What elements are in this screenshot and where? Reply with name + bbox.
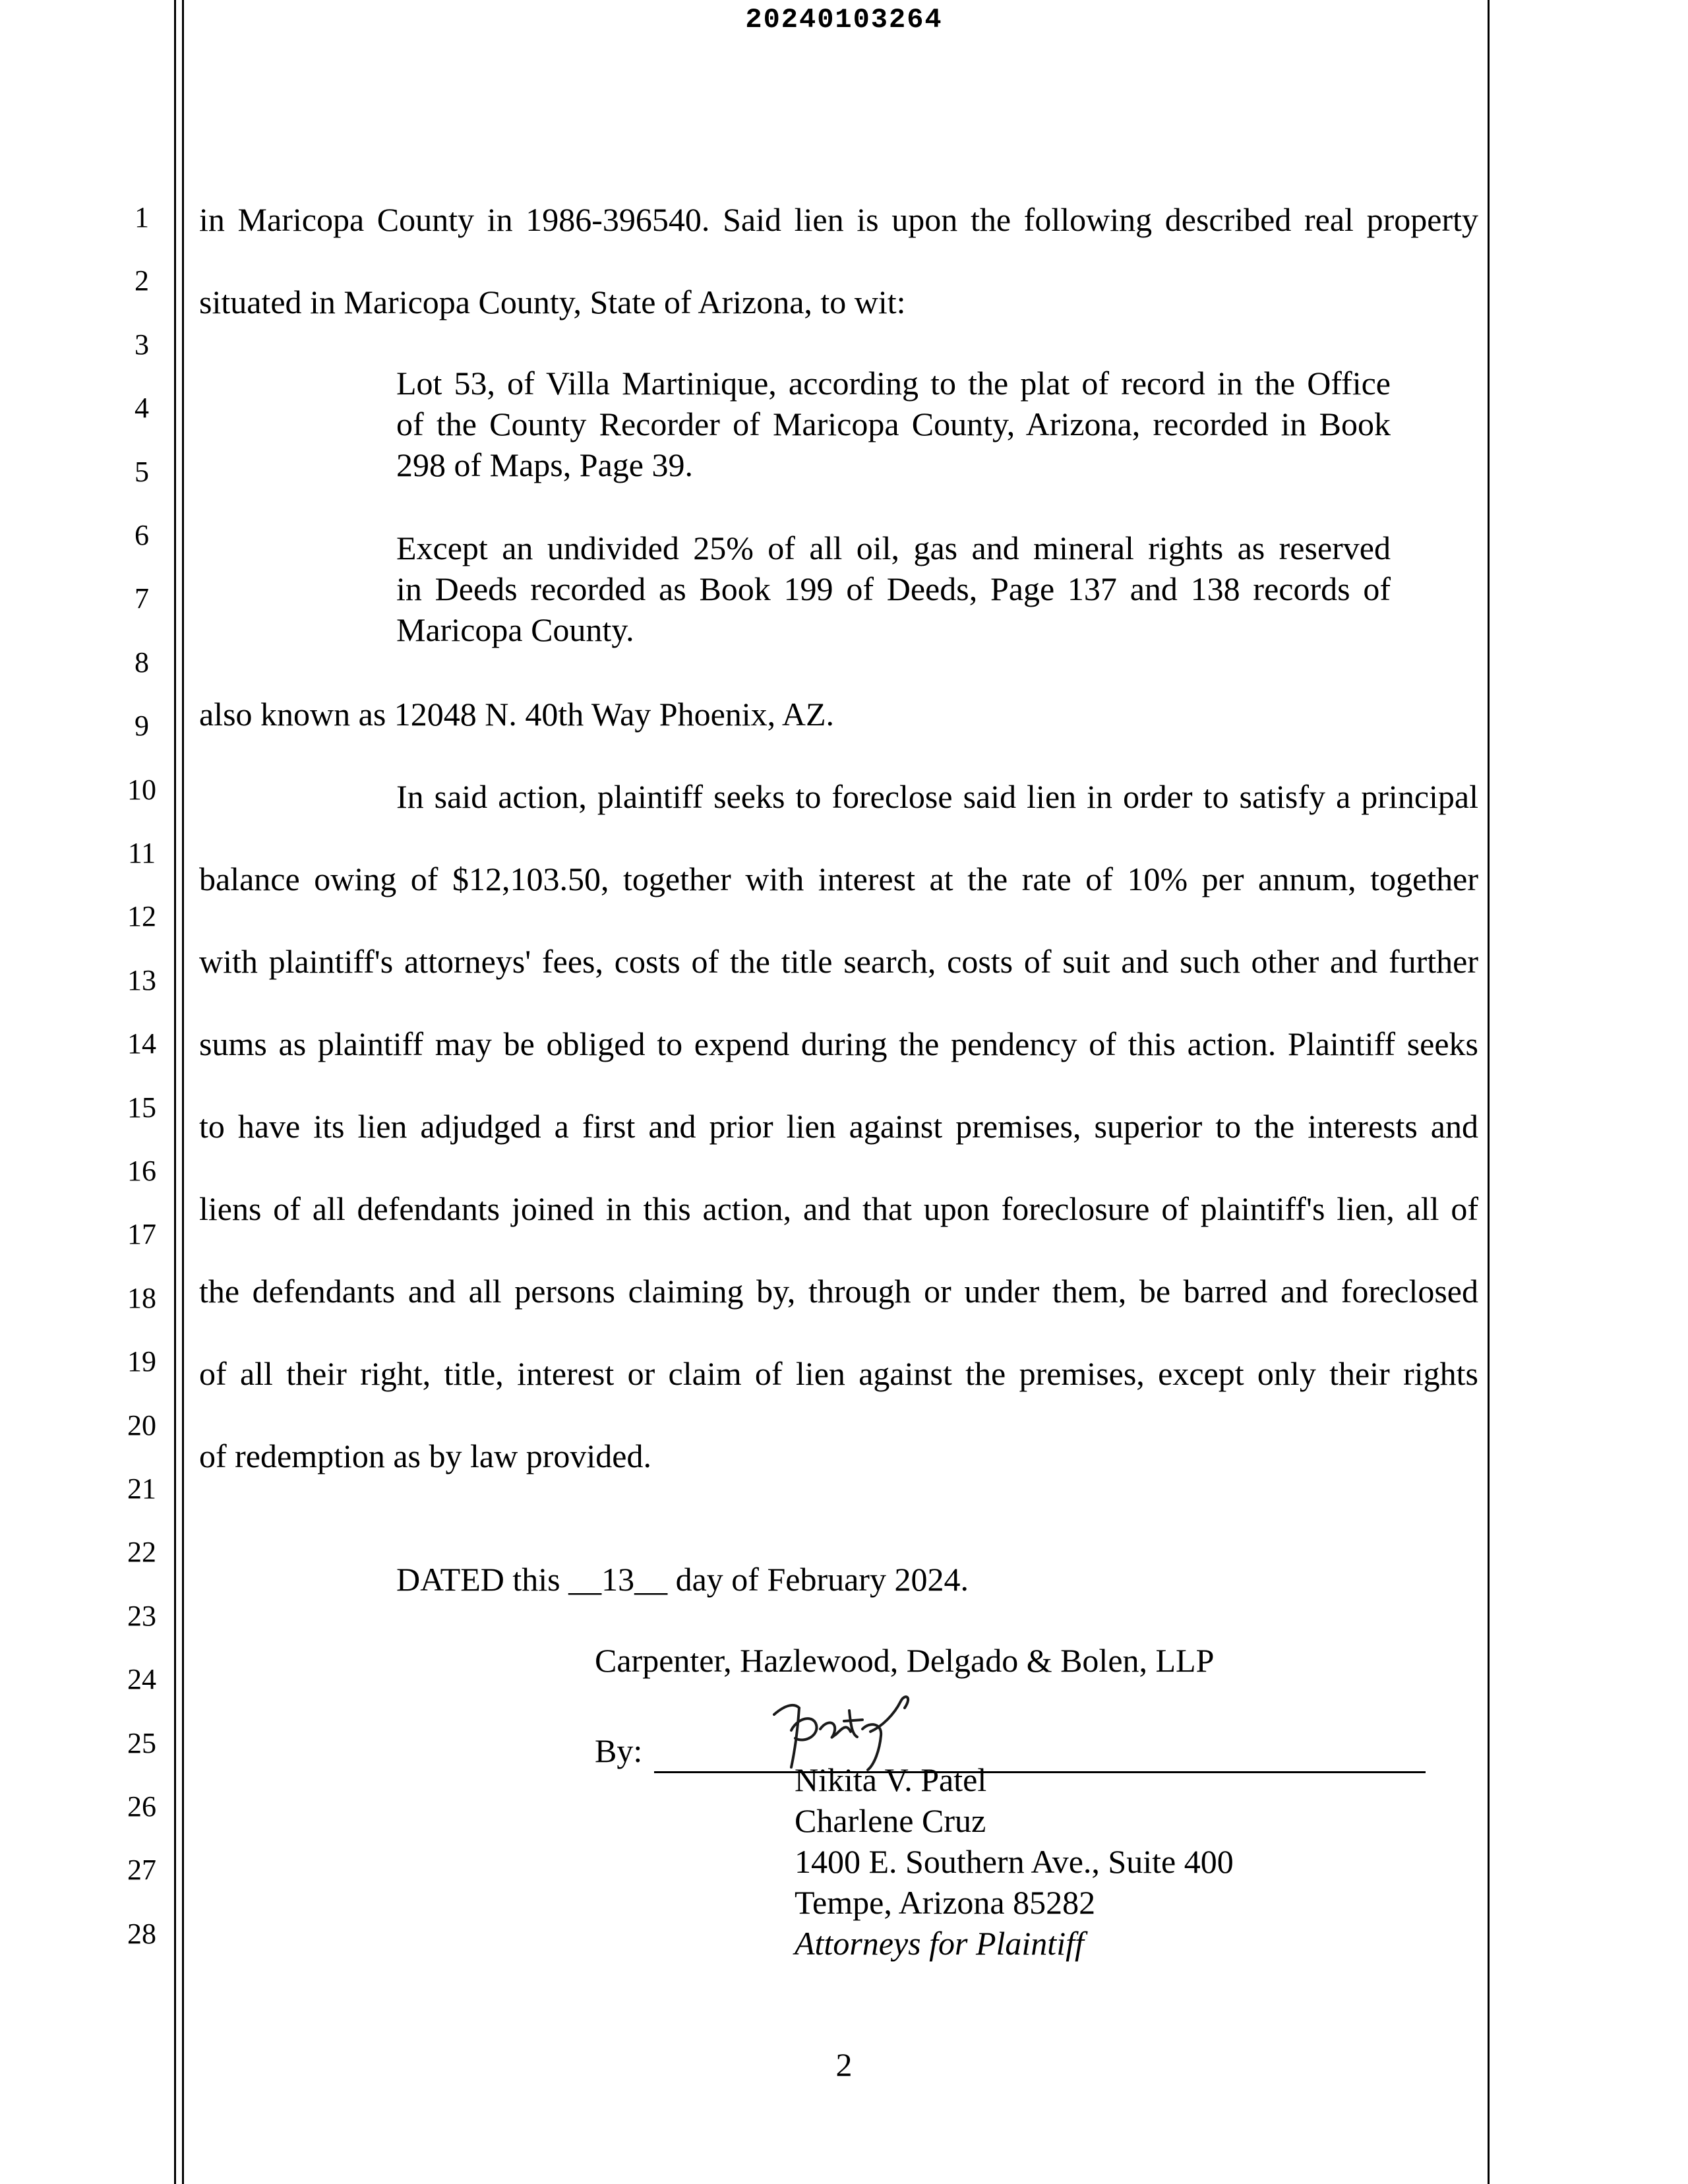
- by-label: By:: [595, 1732, 643, 1769]
- line-number: 26: [127, 1790, 156, 1823]
- line-number: 16: [127, 1155, 156, 1187]
- line-number: 27: [127, 1854, 156, 1887]
- legal-description: [396, 363, 1391, 485]
- line-number: 9: [135, 710, 149, 743]
- body-line: situated in Maricopa County, State of Arizona, to wit:: [199, 284, 906, 320]
- legal-line: in Deeds recorded as Book 199 of Deeds, Page 137 and 138 records of: [396, 570, 1391, 607]
- body-line: of redemption as by law provided.: [199, 1438, 651, 1474]
- line-number: 28: [127, 1917, 156, 1950]
- line-number: 23: [127, 1599, 156, 1632]
- address-line: Tempe, Arizona 85282: [795, 1884, 1096, 1921]
- legal-line: Lot 53, of Villa Martinique, according to the plat of record in the Office: [396, 365, 1391, 402]
- legal-line: 298 of Maps, Page 39.: [396, 446, 693, 483]
- line-number: 12: [127, 900, 156, 933]
- line-number: 6: [135, 519, 149, 551]
- line-number: 17: [127, 1218, 156, 1251]
- body-line: of all their right, title, interest or claim of lien against the premises, except only their rights: [199, 1355, 1478, 1392]
- line-number: 19: [127, 1345, 156, 1378]
- line-number: 14: [127, 1027, 156, 1060]
- body-line: In said action, plaintiff seeks to foreclose said lien in order to satisfy a principal: [396, 778, 1478, 815]
- attorney-name: Charlene Cruz: [795, 1802, 986, 1839]
- property-address: also known as 12048 N. 40th Way Phoenix, AZ.: [199, 696, 835, 733]
- right-margin-rule: [1488, 0, 1490, 2184]
- law-firm-name: Carpenter, Hazlewood, Delgado & Bolen, LLP: [595, 1642, 1215, 1679]
- legal-line: Maricopa County.: [396, 611, 634, 648]
- dated-day: __13__: [568, 1561, 668, 1598]
- body-line: with plaintiff's attorneys' fees, costs of the title search, costs of suit and such other and further: [199, 943, 1478, 980]
- dated-line: [396, 1563, 969, 1596]
- line-number: 21: [127, 1472, 156, 1505]
- line-number: 20: [127, 1409, 156, 1441]
- line-number: 18: [127, 1281, 156, 1314]
- line-number: 2: [135, 264, 149, 297]
- mineral-rights-exception: [396, 528, 1391, 650]
- body-line: in Maricopa County in 1986-396540. Said lien is upon the following described real property: [199, 201, 1478, 238]
- body-line: liens of all defendants joined in this action, and that upon foreclosure of plaintiff's lien, all of: [199, 1190, 1478, 1227]
- dated-prefix: DATED this: [396, 1561, 569, 1598]
- line-number: 5: [135, 455, 149, 488]
- legal-line: of the County Recorder of Maricopa County, Arizona, recorded in Book: [396, 406, 1391, 442]
- body-line: sums as plaintiff may be obliged to expend during the pendency of this action. Plaintiff seeks: [199, 1025, 1478, 1062]
- page-number: 2: [835, 2046, 853, 2083]
- line-number: 4: [135, 392, 149, 425]
- line-number: 15: [127, 1091, 156, 1124]
- body-line: balance owing of $12,103.50, together with interest at the rate of 10% per annum, together: [199, 861, 1478, 897]
- body-line: the defendants and all persons claiming by, through or under them, be barred and foreclosed: [199, 1273, 1478, 1310]
- legal-line: Except an undivided 25% of all oil, gas and mineral rights as reserved: [396, 530, 1391, 566]
- attorney-role: Attorneys for Plaintiff: [795, 1925, 1084, 1962]
- recording-number: 20240103264: [745, 4, 943, 36]
- line-number: 10: [127, 773, 156, 806]
- line-number: 24: [127, 1663, 156, 1696]
- line-number: 11: [127, 837, 156, 869]
- line-number: 7: [135, 582, 149, 615]
- line-number: 13: [127, 963, 156, 996]
- address-line: 1400 E. Southern Ave., Suite 400: [795, 1843, 1234, 1880]
- signatory-block: [795, 1759, 1454, 1964]
- dated-suffix: day of February 2024.: [667, 1561, 969, 1598]
- body-line: to have its lien adjudged a first and prior lien against premises, superior to the interests and: [199, 1108, 1478, 1145]
- attorney-name: Nikita V. Patel: [795, 1761, 987, 1798]
- line-number: 3: [135, 328, 149, 361]
- line-number: 22: [127, 1536, 156, 1569]
- line-number: 1: [135, 201, 149, 233]
- line-number: 8: [135, 646, 149, 679]
- line-number: 25: [127, 1726, 156, 1759]
